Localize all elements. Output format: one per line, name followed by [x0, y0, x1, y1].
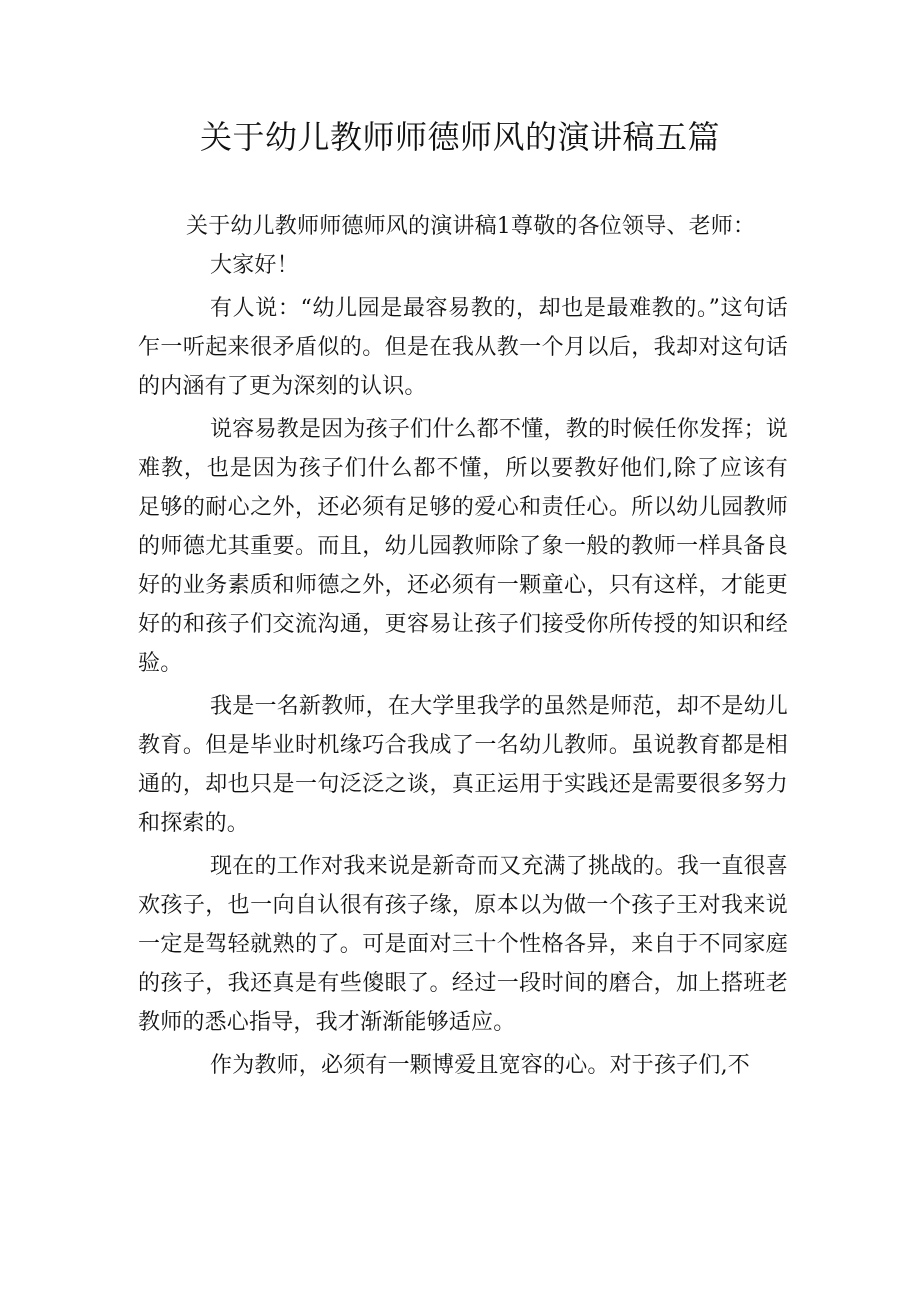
document-title: 关于幼儿教师师德师风的演讲稿五篇	[199, 118, 720, 156]
document-body	[138, 207, 788, 1085]
paragraph-2: 说容易教是因为孩子们什么都不懂，教的时候任你发挥；说难教，也是因为孩子们什么都不懂，所以要教好他们,除了应该有足够的耐心之外，还必须有足够的爱心和责任心。所以幼儿园教师的师德尤其重要。而且，幼儿园教师除了象一般的教师一样具备良好的业务素质和师德之外，还必须有一颗童心，只有这样，才能更好的和孩子们交流沟通，更容易让孩子们接受你所传授的知识和经验。	[138, 417, 788, 676]
paragraph-3: 我是一名新教师，在大学里我学的虽然是师范，却不是幼儿教育。但是毕业时机缘巧合我成了一名幼儿教师。虽说教育都是相通的，却也只是一句泛泛之谈，真正运用于实践还是需要很多努力和探索的。	[138, 694, 788, 836]
paragraph-5: 作为教师，必须有一颗博爱且宽容的心。对于孩子们,不	[210, 1053, 750, 1078]
greeting: 大家好！	[210, 253, 299, 278]
paragraph-4: 现在的工作对我来说是新奇而又充满了挑战的。我一直很喜欢孩子，也一向自认很有孩子缘，原本以为做一个孩子王对我来说一定是驾轻就熟的了。可是面对三十个性格各异，来自于不同家庭的孩子，我还真是有些傻眼了。经过一段时间的磨合，加上搭班老教师的悉心指导，我才渐渐能够适应。	[138, 854, 788, 1035]
opening-line: 关于幼儿教师师德师风的演讲稿1尊敬的各位领导、老师：	[186, 214, 756, 239]
paragraph-1: 有人说：“幼儿园是最容易教的，却也是最难教的。”这句话乍一听起来很矛盾似的。但是在我从教一个月以后，我却对这句话的内涵有了更为深刻的认识。	[138, 296, 788, 399]
